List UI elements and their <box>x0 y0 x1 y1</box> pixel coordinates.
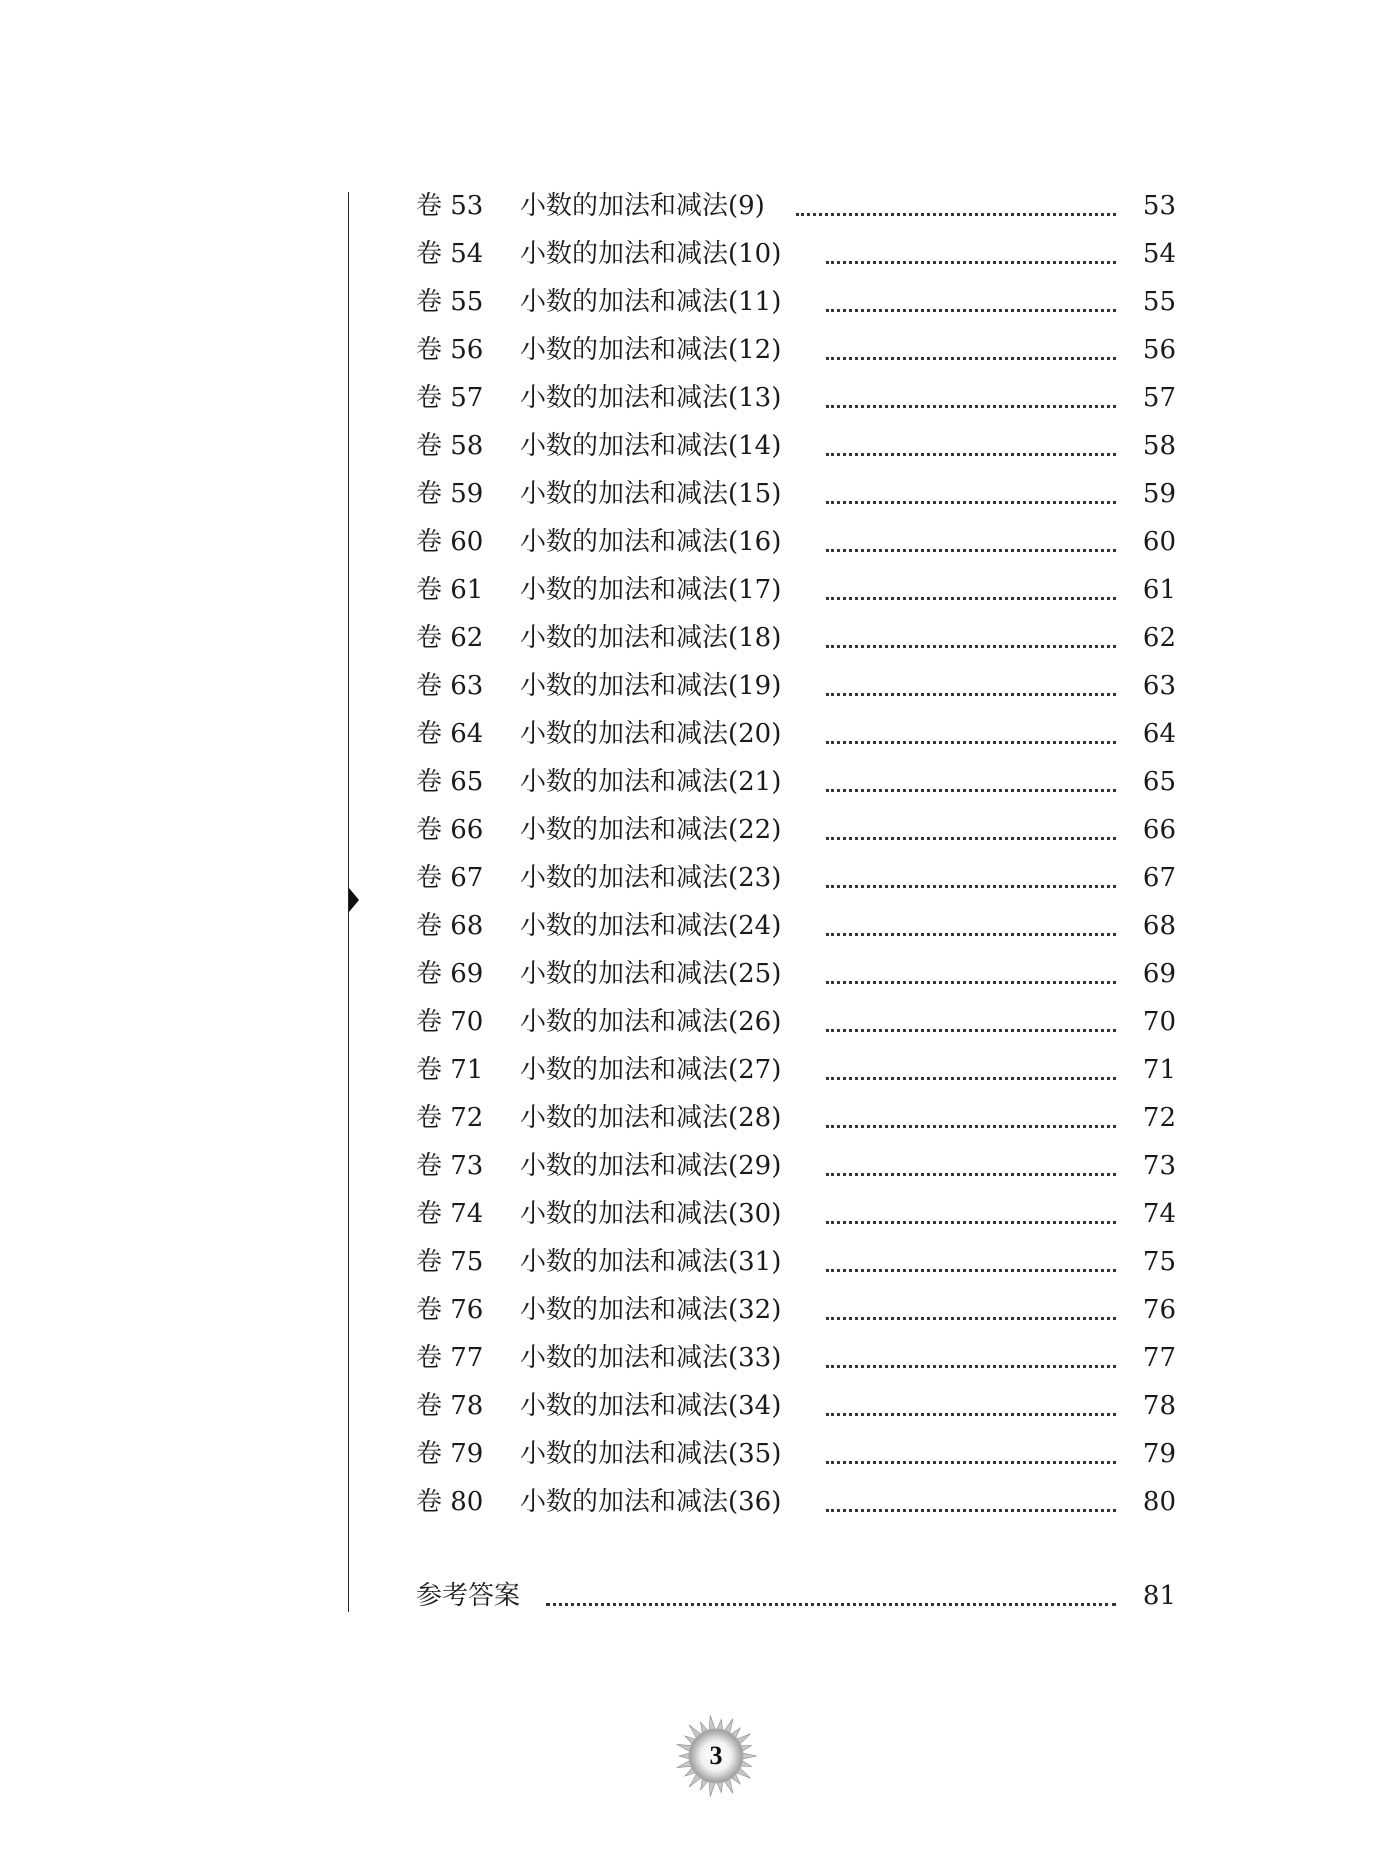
toc-entry-page: 61 <box>1142 575 1176 605</box>
page-number-badge <box>672 1712 760 1800</box>
toc-entry-volume: 卷 57 <box>416 383 484 413</box>
toc-entry-page: 70 <box>1142 1007 1176 1037</box>
toc-entry-title: 小数的加法和减法(33) <box>520 1343 782 1373</box>
toc-entry-title: 小数的加法和减法(21) <box>520 767 782 797</box>
toc-entry-volume: 卷 72 <box>416 1103 484 1133</box>
dot-leader <box>826 597 1116 600</box>
toc-entry[interactable] <box>416 1098 1176 1146</box>
dot-leader <box>826 357 1116 360</box>
toc-entry[interactable] <box>416 1482 1176 1530</box>
toc-entry-volume: 卷 71 <box>416 1055 484 1085</box>
toc-entry-page: 71 <box>1142 1055 1176 1085</box>
toc-entry-title: 小数的加法和减法(34) <box>520 1391 782 1421</box>
dot-leader <box>826 549 1116 552</box>
dot-leader <box>826 1509 1116 1512</box>
toc-entry-title: 小数的加法和减法(12) <box>520 335 782 365</box>
dot-leader <box>826 1077 1116 1080</box>
dot-leader <box>546 1603 1116 1606</box>
toc-entry-volume: 卷 64 <box>416 719 484 749</box>
toc-entry-title: 小数的加法和减法(15) <box>520 479 782 509</box>
toc-entry-volume: 卷 63 <box>416 671 484 701</box>
toc-entry[interactable] <box>416 858 1176 906</box>
toc-entry-title: 小数的加法和减法(30) <box>520 1199 782 1229</box>
toc-entry-title: 小数的加法和减法(14) <box>520 431 782 461</box>
toc-entry[interactable] <box>416 570 1176 618</box>
toc-entry[interactable] <box>416 282 1176 330</box>
dot-leader <box>826 1317 1116 1320</box>
toc-entry-volume: 卷 68 <box>416 911 484 941</box>
toc-entry-volume: 卷 70 <box>416 1007 484 1037</box>
toc-entry[interactable] <box>416 186 1176 234</box>
toc-entry-page: 60 <box>1142 527 1176 557</box>
toc-entry-title: 小数的加法和减法(35) <box>520 1439 782 1469</box>
toc-entry-page: 73 <box>1142 1151 1176 1181</box>
toc-entry-page: 56 <box>1142 335 1176 365</box>
dot-leader <box>826 885 1116 888</box>
toc-entry-title: 小数的加法和减法(18) <box>520 623 782 653</box>
toc-entry-title: 小数的加法和减法(27) <box>520 1055 782 1085</box>
toc-entry[interactable] <box>416 234 1176 282</box>
toc-entry[interactable] <box>416 714 1176 762</box>
toc-entry-page: 53 <box>1142 191 1176 221</box>
toc-entry-title: 小数的加法和减法(24) <box>520 911 782 941</box>
toc-entry[interactable] <box>416 474 1176 522</box>
page-number: 3 <box>709 1741 723 1770</box>
toc-entry-volume: 卷 69 <box>416 959 484 989</box>
toc-entry-title: 小数的加法和减法(22) <box>520 815 782 845</box>
toc-entry-page: 58 <box>1142 431 1176 461</box>
toc-entry-page: 72 <box>1142 1103 1176 1133</box>
toc-entry-page: 77 <box>1142 1343 1176 1373</box>
dot-leader <box>826 741 1116 744</box>
toc-entry-volume: 卷 75 <box>416 1247 484 1277</box>
toc-entry-title: 小数的加法和减法(16) <box>520 527 782 557</box>
toc-entry-title: 小数的加法和减法(32) <box>520 1295 782 1325</box>
toc-entry-page: 62 <box>1142 623 1176 653</box>
toc-entry-title: 小数的加法和减法(10) <box>520 239 782 269</box>
toc-entry-volume: 卷 65 <box>416 767 484 797</box>
dot-leader <box>826 981 1116 984</box>
toc-entry-volume: 卷 55 <box>416 287 484 317</box>
dot-leader <box>826 1125 1116 1128</box>
toc-entry-page: 79 <box>1142 1439 1176 1469</box>
toc-entry[interactable] <box>416 1242 1176 1290</box>
toc-entry-volume: 卷 76 <box>416 1295 484 1325</box>
toc-entry[interactable] <box>416 378 1176 426</box>
toc-entry-title: 小数的加法和减法(26) <box>520 1007 782 1037</box>
toc-entry-page: 54 <box>1142 239 1176 269</box>
toc-entry-volume: 卷 80 <box>416 1487 484 1517</box>
toc-entry-page: 81 <box>1142 1581 1176 1611</box>
dot-leader <box>826 453 1116 456</box>
toc-entry-title: 小数的加法和减法(19) <box>520 671 782 701</box>
toc-entry[interactable] <box>416 954 1176 1002</box>
toc-entry-title: 小数的加法和减法(13) <box>520 383 782 413</box>
dot-leader <box>826 1461 1116 1464</box>
toc-entry-volume: 卷 60 <box>416 527 484 557</box>
toc-entry[interactable] <box>416 426 1176 474</box>
toc-entry-page: 76 <box>1142 1295 1176 1325</box>
toc-entry[interactable] <box>416 1338 1176 1386</box>
toc-entry[interactable] <box>416 1386 1176 1434</box>
toc-entry[interactable] <box>416 1146 1176 1194</box>
toc-entry-volume: 卷 77 <box>416 1343 484 1373</box>
toc-entry-title: 参考答案 <box>416 1581 521 1611</box>
dot-leader <box>826 645 1116 648</box>
toc-entry-volume: 卷 53 <box>416 191 484 221</box>
dot-leader <box>826 309 1116 312</box>
toc-entry-volume: 卷 67 <box>416 863 484 893</box>
toc-entry-volume: 卷 62 <box>416 623 484 653</box>
toc-entry-page: 64 <box>1142 719 1176 749</box>
dot-leader <box>826 789 1116 792</box>
toc-entry-page: 74 <box>1142 1199 1176 1229</box>
toc-entry-title: 小数的加法和减法(25) <box>520 959 782 989</box>
toc-entry-page: 59 <box>1142 479 1176 509</box>
toc-entry-volume: 卷 56 <box>416 335 484 365</box>
toc-entry-title: 小数的加法和减法(28) <box>520 1103 782 1133</box>
toc-entry[interactable] <box>416 666 1176 714</box>
dot-leader <box>826 1221 1116 1224</box>
dot-leader <box>796 213 1116 216</box>
toc-entry-volume: 卷 59 <box>416 479 484 509</box>
toc-entry-page: 80 <box>1142 1487 1176 1517</box>
toc-entry-title: 小数的加法和减法(23) <box>520 863 782 893</box>
dot-leader <box>826 501 1116 504</box>
dot-leader <box>826 933 1116 936</box>
dot-leader <box>826 261 1116 264</box>
toc-entry-title: 小数的加法和减法(17) <box>520 575 782 605</box>
dot-leader <box>826 837 1116 840</box>
toc-entry-page: 66 <box>1142 815 1176 845</box>
table-of-contents <box>416 186 1176 1530</box>
toc-entry-volume: 卷 58 <box>416 431 484 461</box>
toc-entry-volume: 卷 66 <box>416 815 484 845</box>
toc-entry[interactable] <box>416 1434 1176 1482</box>
toc-entry-page: 63 <box>1142 671 1176 701</box>
dot-leader <box>826 1173 1116 1176</box>
toc-entry-page: 68 <box>1142 911 1176 941</box>
toc-entry-title: 小数的加法和减法(20) <box>520 719 782 749</box>
toc-entry-answers[interactable] <box>416 1576 1176 1624</box>
toc-entry-title: 小数的加法和减法(9) <box>520 191 765 221</box>
toc-entry-title: 小数的加法和减法(36) <box>520 1487 782 1517</box>
toc-entry[interactable] <box>416 1050 1176 1098</box>
dot-leader <box>826 1413 1116 1416</box>
toc-entry[interactable] <box>416 522 1176 570</box>
toc-entry-volume: 卷 78 <box>416 1391 484 1421</box>
toc-entry[interactable] <box>416 906 1176 954</box>
dot-leader <box>826 1269 1116 1272</box>
toc-entry-volume: 卷 73 <box>416 1151 484 1181</box>
toc-entry[interactable] <box>416 810 1176 858</box>
dot-leader <box>826 693 1116 696</box>
toc-entry-title: 小数的加法和减法(29) <box>520 1151 782 1181</box>
toc-entry[interactable] <box>416 1290 1176 1338</box>
toc-entry-volume: 卷 54 <box>416 239 484 269</box>
dot-leader <box>826 1365 1116 1368</box>
toc-entry-page: 78 <box>1142 1391 1176 1421</box>
toc-entry-page: 57 <box>1142 383 1176 413</box>
toc-entry-volume: 卷 61 <box>416 575 484 605</box>
dot-leader <box>826 1029 1116 1032</box>
toc-entry[interactable] <box>416 330 1176 378</box>
margin-marker-triangle <box>349 888 359 912</box>
toc-entry[interactable] <box>416 1002 1176 1050</box>
toc-entry-title: 小数的加法和减法(31) <box>520 1247 782 1277</box>
toc-entry-page: 65 <box>1142 767 1176 797</box>
toc-entry[interactable] <box>416 1194 1176 1242</box>
toc-entry-page: 69 <box>1142 959 1176 989</box>
toc-entry-title: 小数的加法和减法(11) <box>520 287 782 317</box>
toc-entry[interactable] <box>416 762 1176 810</box>
toc-entry-volume: 卷 74 <box>416 1199 484 1229</box>
toc-entry-page: 67 <box>1142 863 1176 893</box>
toc-entry-volume: 卷 79 <box>416 1439 484 1469</box>
dot-leader <box>826 405 1116 408</box>
toc-entry[interactable] <box>416 618 1176 666</box>
toc-entry-page: 75 <box>1142 1247 1176 1277</box>
toc-entry-page: 55 <box>1142 287 1176 317</box>
